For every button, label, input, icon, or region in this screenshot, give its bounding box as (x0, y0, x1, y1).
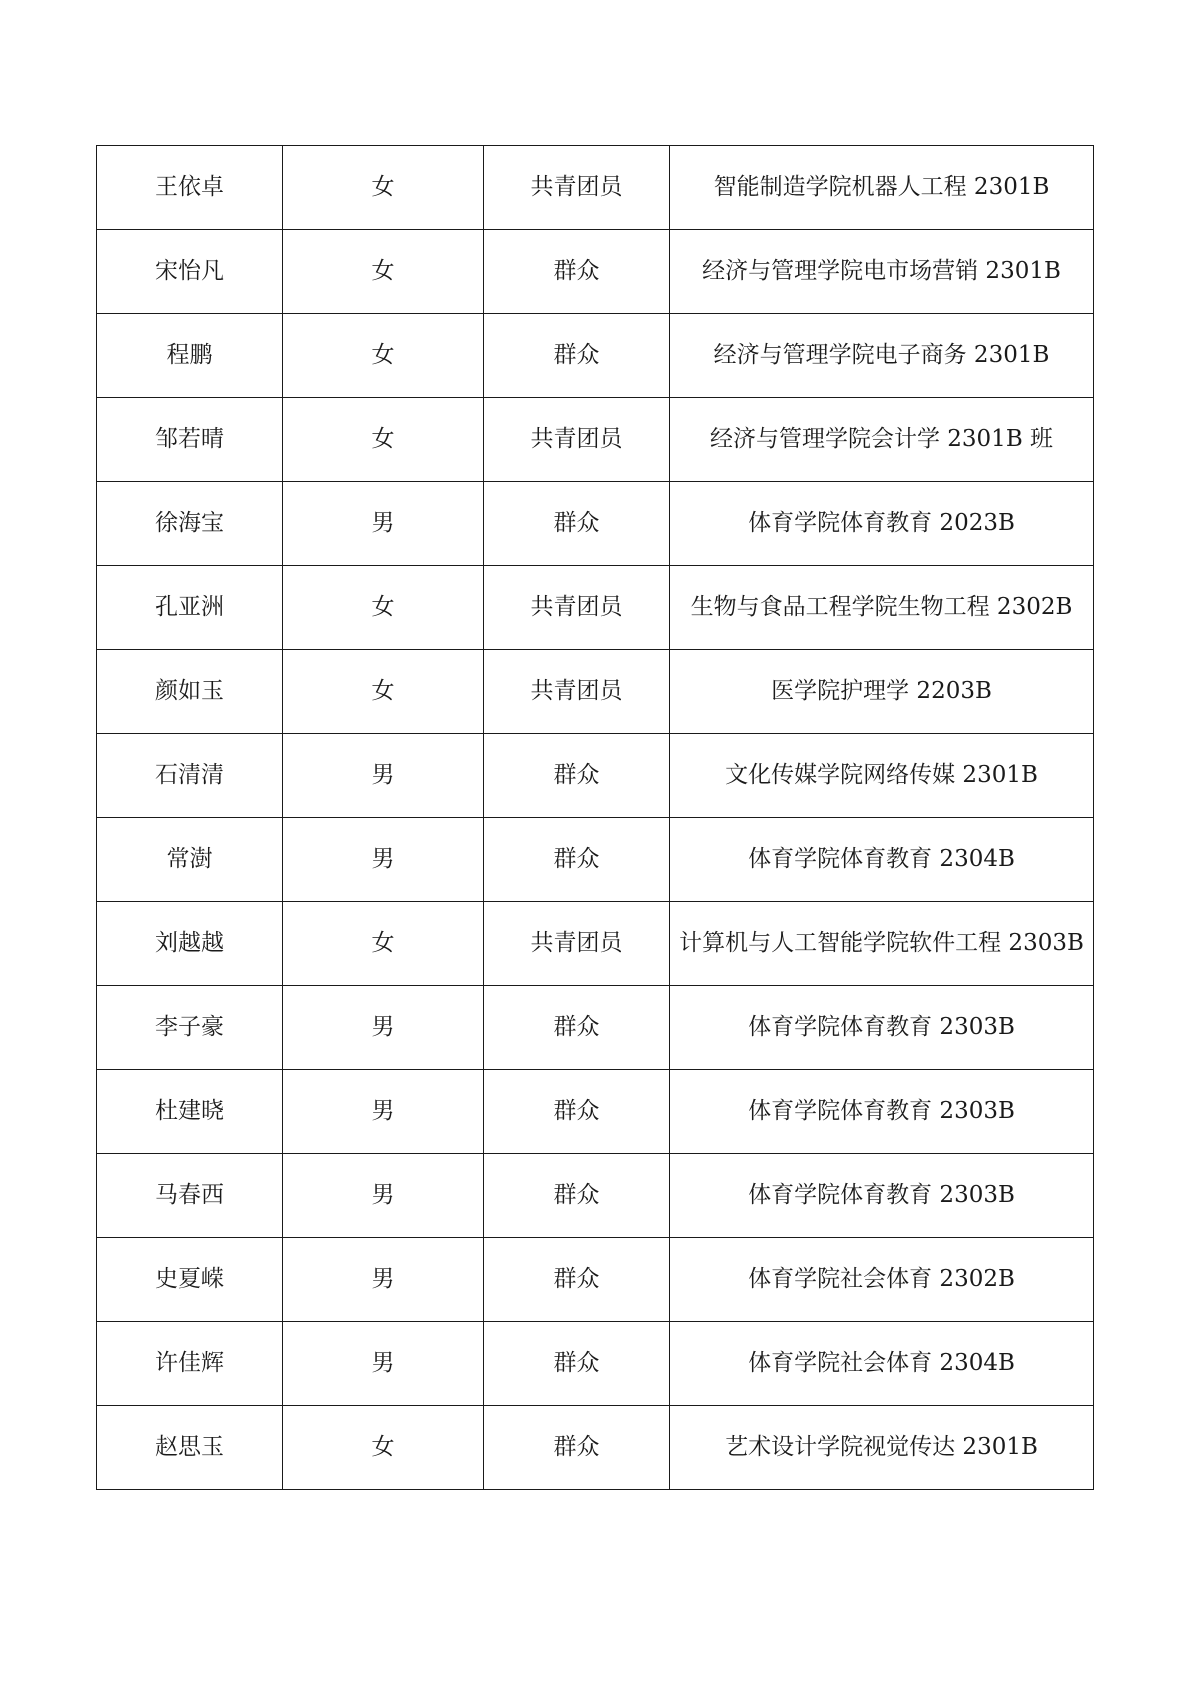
student-name-cell: 程鹏 (97, 314, 283, 398)
gender-cell: 男 (283, 1238, 484, 1322)
student-roster-table (96, 145, 1094, 1490)
table-row (97, 482, 1094, 566)
student-name-cell: 石清清 (97, 734, 283, 818)
political-status-cell: 共青团员 (484, 650, 670, 734)
gender-cell: 男 (283, 482, 484, 566)
political-status-cell: 群众 (484, 1406, 670, 1490)
table-row (97, 398, 1094, 482)
political-status-cell: 群众 (484, 482, 670, 566)
gender-cell: 女 (283, 230, 484, 314)
class-cell: 体育学院体育教育 2303B (670, 986, 1094, 1070)
student-name-cell: 许佳辉 (97, 1322, 283, 1406)
table-row (97, 1406, 1094, 1490)
class-cell: 艺术设计学院视觉传达 2301B (670, 1406, 1094, 1490)
student-name-cell: 徐海宝 (97, 482, 283, 566)
gender-cell: 男 (283, 818, 484, 902)
political-status-cell: 共青团员 (484, 146, 670, 230)
table-row (97, 1070, 1094, 1154)
gender-cell: 女 (283, 902, 484, 986)
student-name-cell: 颜如玉 (97, 650, 283, 734)
class-cell: 经济与管理学院电市场营销 2301B (670, 230, 1094, 314)
student-name-cell: 杜建晓 (97, 1070, 283, 1154)
table-row (97, 146, 1094, 230)
class-cell: 体育学院体育教育 2023B (670, 482, 1094, 566)
student-name-cell: 邹若晴 (97, 398, 283, 482)
student-name-cell: 刘越越 (97, 902, 283, 986)
table-row (97, 1322, 1094, 1406)
gender-cell: 女 (283, 1406, 484, 1490)
table-row (97, 230, 1094, 314)
political-status-cell: 群众 (484, 1238, 670, 1322)
political-status-cell: 群众 (484, 818, 670, 902)
table-row (97, 734, 1094, 818)
class-cell: 智能制造学院机器人工程 2301B (670, 146, 1094, 230)
roster-body (97, 146, 1094, 1490)
student-name-cell: 史夏嵘 (97, 1238, 283, 1322)
table-row (97, 314, 1094, 398)
student-name-cell: 马春西 (97, 1154, 283, 1238)
political-status-cell: 共青团员 (484, 566, 670, 650)
political-status-cell: 群众 (484, 1154, 670, 1238)
class-cell: 生物与食品工程学院生物工程 2302B (670, 566, 1094, 650)
student-name-cell: 李子豪 (97, 986, 283, 1070)
class-cell: 经济与管理学院电子商务 2301B (670, 314, 1094, 398)
table-row (97, 1154, 1094, 1238)
gender-cell: 男 (283, 1154, 484, 1238)
class-cell: 体育学院体育教育 2303B (670, 1154, 1094, 1238)
political-status-cell: 共青团员 (484, 398, 670, 482)
political-status-cell: 群众 (484, 1070, 670, 1154)
table-row (97, 986, 1094, 1070)
class-cell: 计算机与人工智能学院软件工程 2303B (670, 902, 1094, 986)
class-cell: 医学院护理学 2203B (670, 650, 1094, 734)
class-cell: 经济与管理学院会计学 2301B 班 (670, 398, 1094, 482)
table-row (97, 818, 1094, 902)
student-name-cell: 孔亚洲 (97, 566, 283, 650)
table-row (97, 902, 1094, 986)
table-row (97, 1238, 1094, 1322)
political-status-cell: 群众 (484, 986, 670, 1070)
student-name-cell: 宋怡凡 (97, 230, 283, 314)
political-status-cell: 群众 (484, 314, 670, 398)
class-cell: 体育学院体育教育 2303B (670, 1070, 1094, 1154)
gender-cell: 女 (283, 314, 484, 398)
student-name-cell: 王依卓 (97, 146, 283, 230)
gender-cell: 男 (283, 1322, 484, 1406)
student-name-cell: 赵思玉 (97, 1406, 283, 1490)
table-row (97, 650, 1094, 734)
table-row (97, 566, 1094, 650)
gender-cell: 男 (283, 1070, 484, 1154)
gender-cell: 女 (283, 566, 484, 650)
gender-cell: 男 (283, 734, 484, 818)
political-status-cell: 群众 (484, 734, 670, 818)
gender-cell: 女 (283, 650, 484, 734)
class-cell: 体育学院社会体育 2302B (670, 1238, 1094, 1322)
class-cell: 文化传媒学院网络传媒 2301B (670, 734, 1094, 818)
gender-cell: 女 (283, 146, 484, 230)
gender-cell: 男 (283, 986, 484, 1070)
political-status-cell: 群众 (484, 1322, 670, 1406)
political-status-cell: 群众 (484, 230, 670, 314)
class-cell: 体育学院社会体育 2304B (670, 1322, 1094, 1406)
class-cell: 体育学院体育教育 2304B (670, 818, 1094, 902)
gender-cell: 女 (283, 398, 484, 482)
student-name-cell: 常澍 (97, 818, 283, 902)
political-status-cell: 共青团员 (484, 902, 670, 986)
